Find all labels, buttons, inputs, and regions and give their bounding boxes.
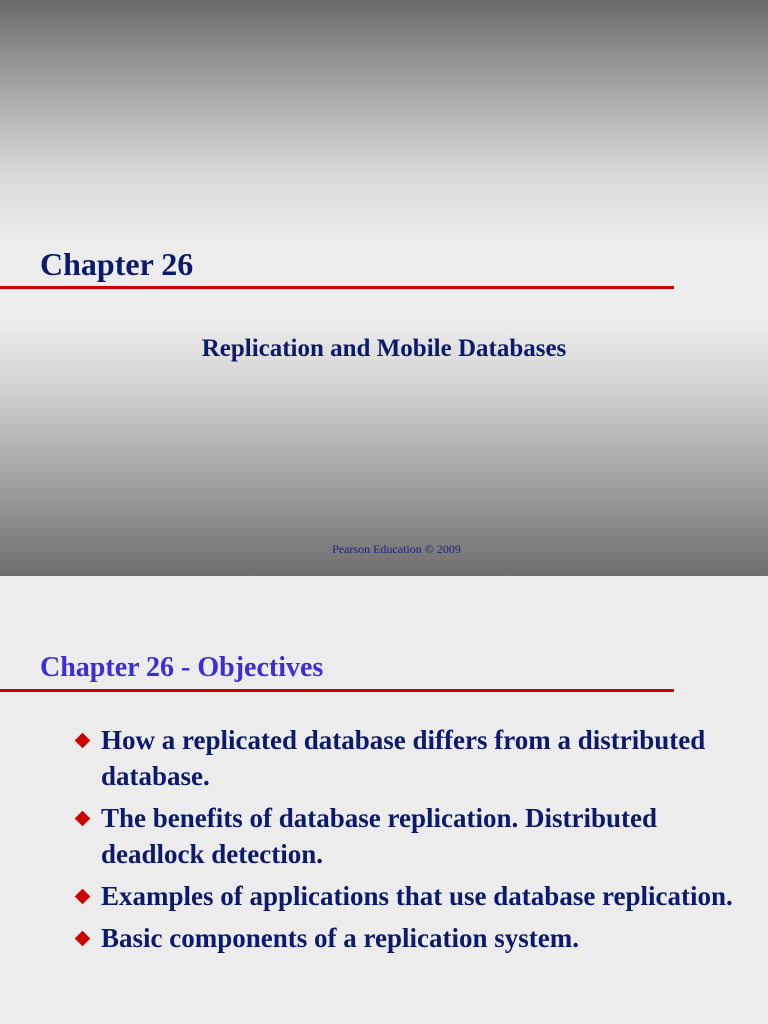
objectives-list bbox=[74, 722, 754, 962]
list-item bbox=[74, 878, 754, 914]
chapter-title: Chapter 26 bbox=[40, 246, 194, 282]
list-item bbox=[74, 800, 754, 872]
bullet-text: The benefits of database replication. Distributed deadlock detection. bbox=[101, 803, 658, 869]
objectives-divider bbox=[0, 689, 674, 692]
chapter-subtitle: Replication and Mobile Databases bbox=[201, 335, 567, 362]
bullet-text: Basic components of a replication system. bbox=[101, 923, 579, 953]
title-divider bbox=[0, 286, 674, 289]
copyright-footer: Pearson Education © 2009 bbox=[332, 542, 461, 556]
diamond-bullet-icon bbox=[75, 733, 91, 749]
diamond-bullet-icon bbox=[75, 889, 91, 905]
diamond-bullet-icon bbox=[75, 931, 91, 947]
bullet-text: Examples of applications that use database replication. bbox=[101, 881, 733, 911]
list-item bbox=[74, 722, 754, 794]
diamond-bullet-icon bbox=[75, 811, 91, 827]
objectives-slide bbox=[0, 576, 768, 1024]
objectives-title: Chapter 26 - Objectives bbox=[40, 652, 324, 683]
list-item bbox=[74, 920, 754, 956]
bullet-text: How a replicated database differs from a distributed database. bbox=[101, 725, 706, 791]
